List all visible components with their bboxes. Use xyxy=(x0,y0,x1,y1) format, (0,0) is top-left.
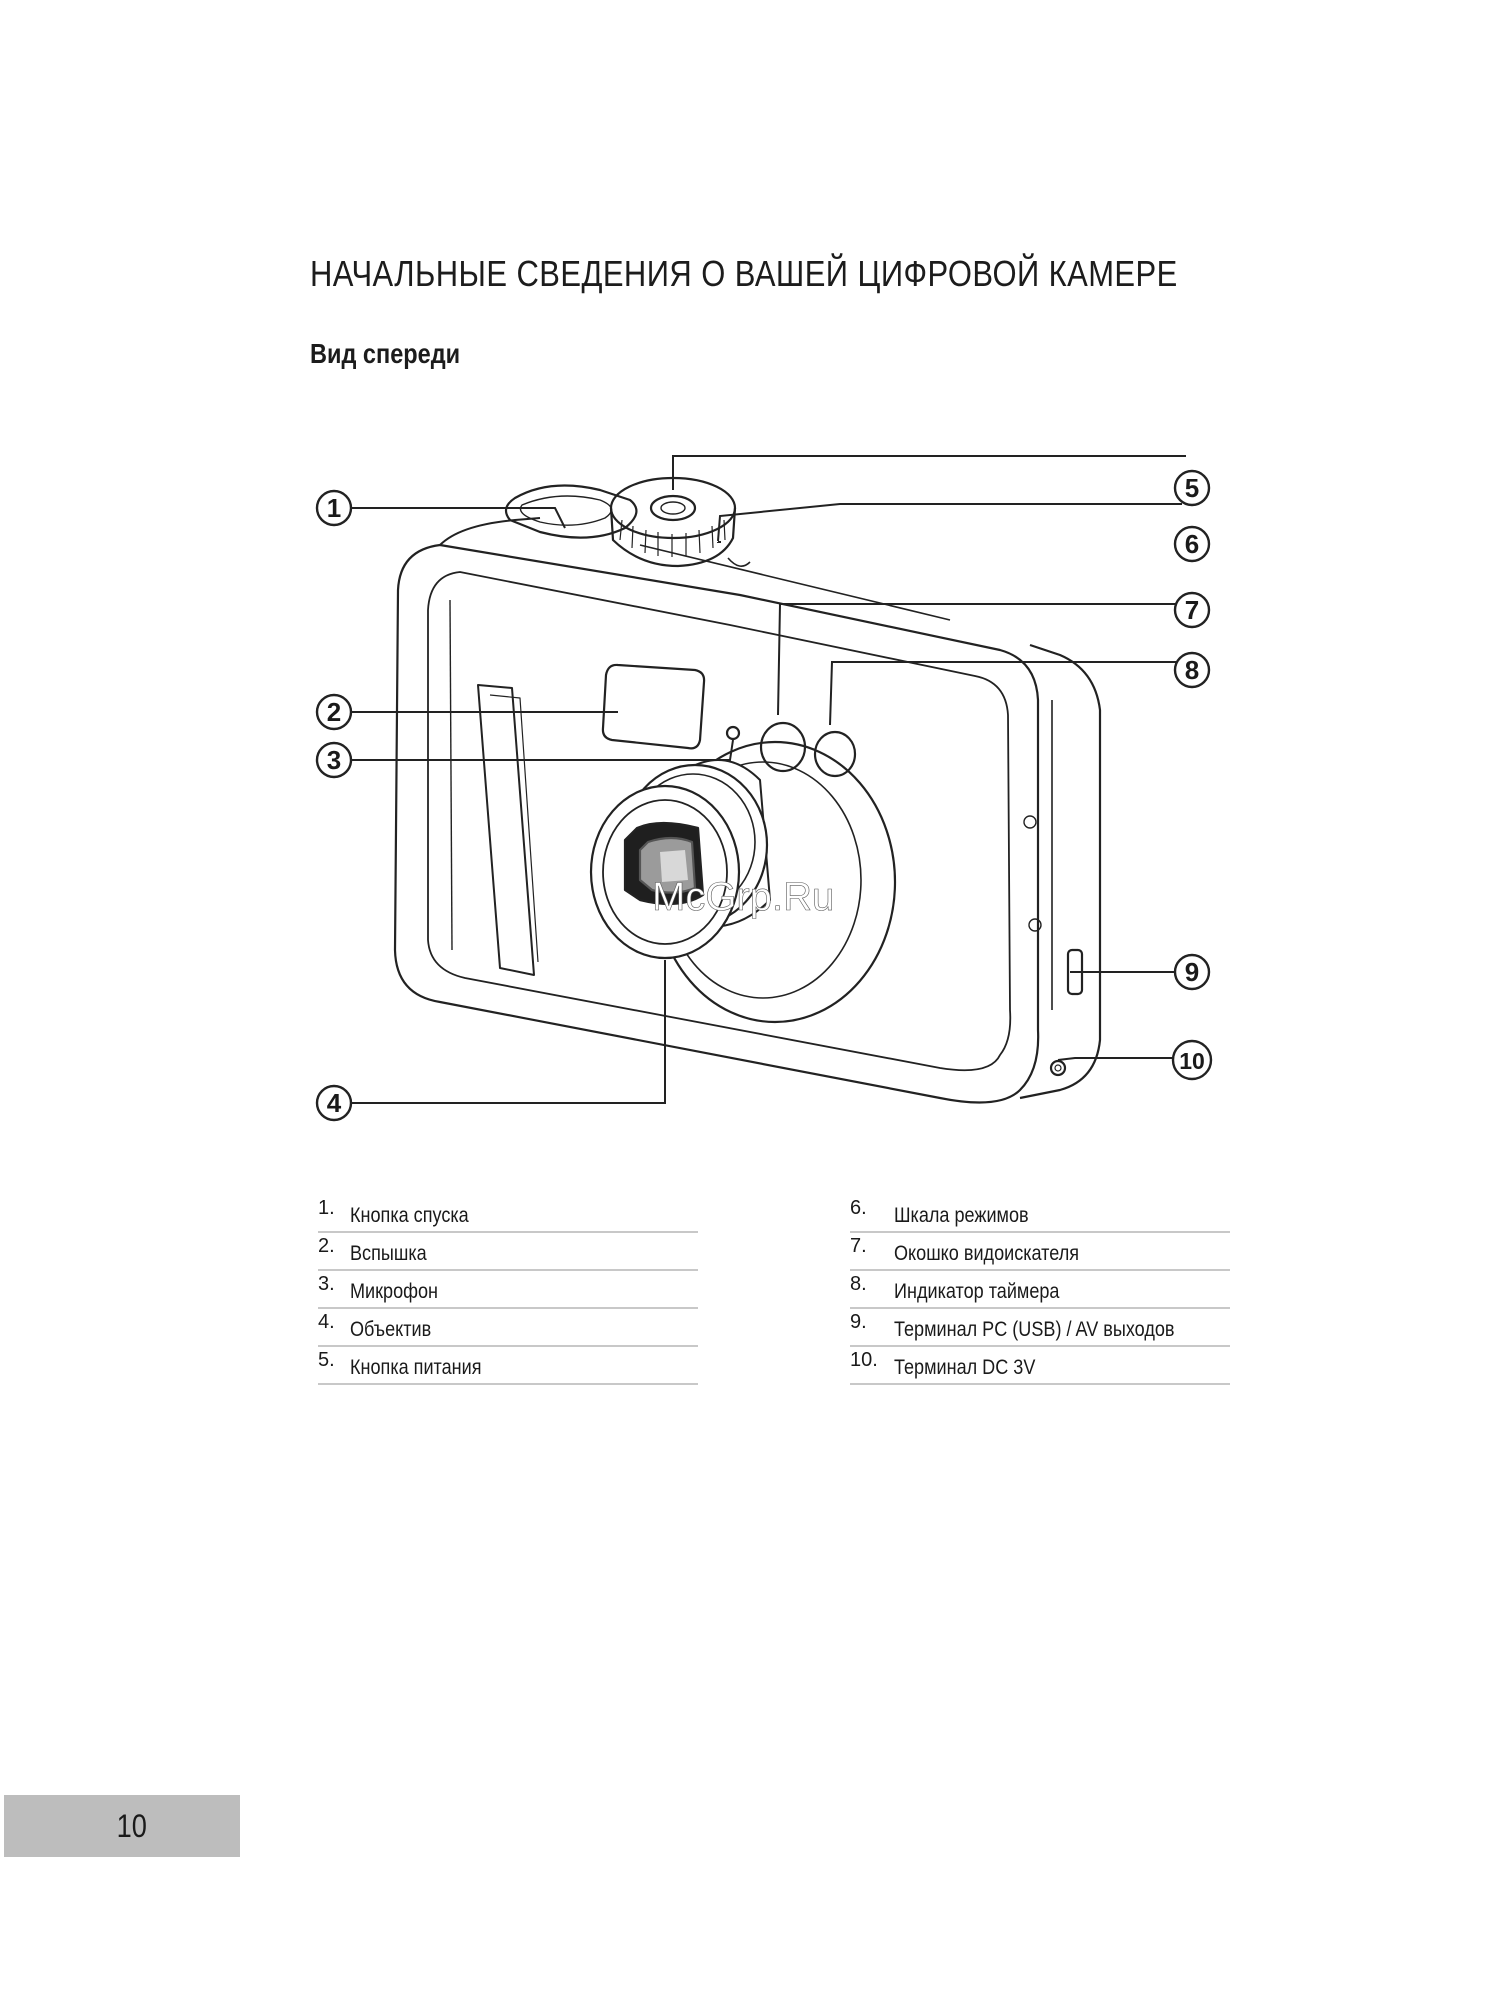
legend-number: 4. xyxy=(318,1311,335,1333)
legend-right xyxy=(850,1195,1230,1385)
callout-10: 10 xyxy=(1179,1048,1205,1074)
legend-number: 6. xyxy=(850,1197,867,1219)
shutter-button xyxy=(506,486,636,538)
timer-indicator xyxy=(815,732,855,776)
callout-4: 4 xyxy=(326,1088,342,1118)
legend-item xyxy=(850,1271,1230,1309)
legend-number: 10. xyxy=(850,1349,878,1371)
legend-label: Вспышка xyxy=(350,1242,427,1265)
legend-item xyxy=(850,1309,1230,1347)
legend-number: 1. xyxy=(318,1197,335,1219)
page-title: НАЧАЛЬНЫЕ СВЕДЕНИЯ О ВАШЕЙ ЦИФРОВОЙ КАМЕРЕ xyxy=(310,253,1178,294)
legend-label: Индикатор таймера xyxy=(894,1280,1060,1303)
legend-left xyxy=(318,1195,698,1385)
legend-label: Окошко видоискателя xyxy=(894,1242,1080,1265)
camera-side-panel xyxy=(1020,645,1100,1098)
callout-8: 8 xyxy=(1184,655,1200,685)
legend-number: 7. xyxy=(850,1235,867,1257)
flash-window xyxy=(603,665,704,748)
callout-1: 1 xyxy=(326,493,342,523)
legend-item xyxy=(850,1347,1230,1385)
legend-number: 9. xyxy=(850,1311,867,1333)
legend-number: 8. xyxy=(850,1273,867,1295)
legend-number: 2. xyxy=(318,1235,335,1257)
callout-3: 3 xyxy=(326,745,342,775)
callout-7: 7 xyxy=(1184,595,1200,625)
legend-item xyxy=(318,1347,698,1385)
legend-label: Шкала режимов xyxy=(894,1204,1029,1227)
callout-9: 9 xyxy=(1184,957,1200,987)
legend-item xyxy=(850,1195,1230,1233)
legend-item xyxy=(318,1195,698,1233)
callout-2: 2 xyxy=(326,697,342,727)
legend-item xyxy=(850,1233,1230,1271)
legend-number: 5. xyxy=(318,1349,335,1371)
legend-number: 3. xyxy=(318,1273,335,1295)
legend-label: Микрофон xyxy=(350,1280,439,1303)
power-button xyxy=(651,496,695,520)
legend-label: Терминал DC 3V xyxy=(894,1356,1036,1379)
legend-label: Объектив xyxy=(350,1318,432,1341)
legend-label: Терминал PC (USB) / AV выходов xyxy=(894,1318,1175,1341)
legend-label: Кнопка питания xyxy=(350,1356,482,1379)
legend-item xyxy=(318,1271,698,1309)
page-number: 10 xyxy=(116,1807,148,1844)
callout-5: 5 xyxy=(1184,473,1200,503)
section-title: Вид спереди xyxy=(310,338,461,369)
dc-terminal xyxy=(1051,1061,1065,1075)
microphone-hole xyxy=(727,727,739,739)
page-number-tab xyxy=(4,1795,240,1857)
legend-item xyxy=(318,1309,698,1347)
camera-front-diagram xyxy=(300,450,1220,1150)
legend-label: Кнопка спуска xyxy=(350,1204,469,1227)
legend-item xyxy=(318,1233,698,1271)
watermark: McGrp.Ru xyxy=(652,875,835,919)
callout-6: 6 xyxy=(1184,529,1200,559)
